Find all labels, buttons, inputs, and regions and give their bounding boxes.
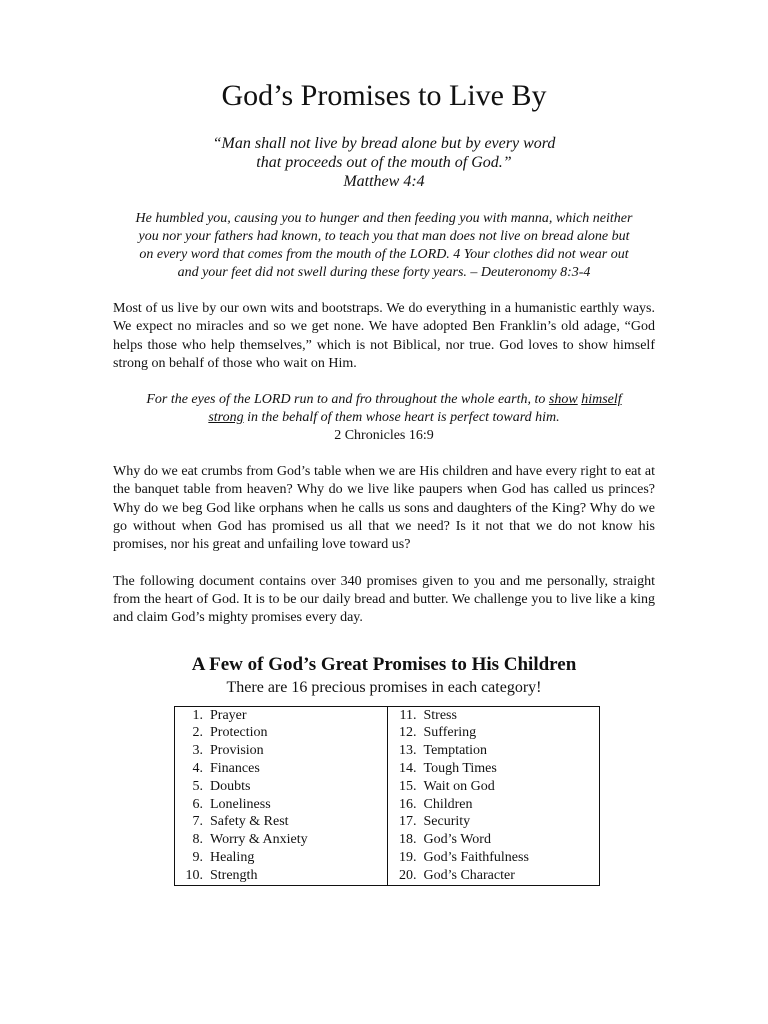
category-item xyxy=(175,867,387,885)
category-number: 4. xyxy=(192,760,203,776)
category-number: 13. xyxy=(399,743,417,759)
chronicles-text xyxy=(113,391,655,427)
category-name: Loneliness xyxy=(210,796,271,812)
category-name: Wait on God xyxy=(423,778,495,794)
category-name: Protection xyxy=(210,725,268,741)
page-title: God’s Promises to Live By xyxy=(221,79,547,112)
category-name: Doubts xyxy=(210,778,251,794)
category-item xyxy=(388,724,600,742)
category-name: God’s Character xyxy=(423,867,515,883)
category-item xyxy=(388,742,600,760)
chronicles-part-2: in the behalf of them whose heart is perfect toward him. xyxy=(243,410,560,426)
category-item xyxy=(388,831,600,849)
category-item xyxy=(388,867,600,885)
chronicles-part-1: For the eyes of the LORD run to and fro throughout the whole earth, to xyxy=(146,392,549,408)
category-name: Suffering xyxy=(423,725,477,741)
category-number: 19. xyxy=(399,849,417,865)
category-name: Safety & Rest xyxy=(210,814,289,830)
categories-table xyxy=(174,706,600,886)
category-name: Strength xyxy=(210,867,258,883)
category-number: 8. xyxy=(192,832,203,848)
category-number: 2. xyxy=(192,725,203,741)
category-item xyxy=(388,707,600,725)
category-name: Stress xyxy=(423,707,457,723)
category-number: 18. xyxy=(399,832,417,848)
category-item xyxy=(175,796,387,814)
epigraph-line-1: “Man shall not live by bread alone but by every word xyxy=(212,135,556,152)
category-number: 12. xyxy=(399,725,417,741)
category-item xyxy=(175,724,387,742)
category-item xyxy=(388,760,600,778)
category-number: 7. xyxy=(192,814,203,830)
epigraph xyxy=(113,134,655,191)
category-number: 9. xyxy=(192,849,203,865)
deuteronomy-line-1: He humbled you, causing you to hunger and then feeding you with manna, which neither xyxy=(135,211,633,226)
category-name: Prayer xyxy=(210,707,247,723)
category-number: 11. xyxy=(399,707,417,723)
category-number: 17. xyxy=(399,814,417,830)
category-name: God’s Faithfulness xyxy=(423,849,529,865)
categories-list-left xyxy=(175,707,387,885)
chronicles-quote xyxy=(113,391,655,445)
category-name: Temptation xyxy=(423,743,488,759)
category-number: 1. xyxy=(192,707,203,723)
category-item xyxy=(175,760,387,778)
category-name: Children xyxy=(423,796,473,812)
category-item xyxy=(175,707,387,725)
category-item xyxy=(388,813,600,831)
category-name: God’s Word xyxy=(423,832,491,848)
category-item xyxy=(388,778,600,796)
category-item xyxy=(175,742,387,760)
category-item xyxy=(175,831,387,849)
categories-column-left xyxy=(175,706,388,885)
category-name: Security xyxy=(423,814,471,830)
section-subtitle: There are 16 precious promises in each category! xyxy=(226,678,542,696)
deuteronomy-quote xyxy=(113,210,655,282)
paragraph-humanistic: Most of us live by our own wits and bootstraps. We do everything in a humanistic earthly ways. We expect no miracles and so we get none. We have adopted Ben Franklin’s old adage, “God helps those who help themselves,” which is not Biblical, nor true. God loves to show himself strong on behalf of those who wait on Him. xyxy=(113,301,655,371)
section-heading: A Few of God’s Great Promises to His Children xyxy=(191,653,577,675)
category-number: 5. xyxy=(192,778,203,794)
deuteronomy-line-3: on every word that comes from the mouth of the LORD. 4 Your clothes did not wear out xyxy=(139,247,629,262)
category-number: 14. xyxy=(399,760,417,776)
category-number: 15. xyxy=(399,778,417,794)
categories-column-right xyxy=(387,706,600,885)
epigraph-line-2: that proceeds out of the mouth of God.” xyxy=(256,154,512,171)
category-number: 16. xyxy=(399,796,417,812)
category-number: 20. xyxy=(399,867,417,883)
chronicles-show: show xyxy=(548,392,578,408)
category-number: 3. xyxy=(192,743,203,759)
category-item xyxy=(175,849,387,867)
category-item xyxy=(175,813,387,831)
chronicles-himself: himself xyxy=(581,392,622,408)
category-number: 10. xyxy=(185,867,203,883)
epigraph-reference: Matthew 4:4 xyxy=(343,173,425,190)
category-number: 6. xyxy=(192,796,203,812)
deuteronomy-line-2: you nor your fathers had known, to teach you that man does not live on bread alone but xyxy=(138,229,630,244)
category-name: Healing xyxy=(210,849,255,865)
deuteronomy-line-4: and your feet did not swell during these forty years. – Deuteronomy 8:3-4 xyxy=(177,265,591,280)
category-name: Provision xyxy=(210,743,264,759)
category-name: Finances xyxy=(210,760,260,776)
category-name: Tough Times xyxy=(423,760,497,776)
categories-list-right xyxy=(388,707,600,885)
paragraph-document-intro: The following document contains over 340 promises given to you and me personally, straight from the heart of God. It is to be our daily bread and butter. We challenge you to live like a king and claim God’s mighty promises every day. xyxy=(113,573,655,626)
category-item xyxy=(175,778,387,796)
category-item xyxy=(388,849,600,867)
chronicles-strong: strong xyxy=(208,410,244,426)
paragraph-crumbs: Why do we eat crumbs from God’s table when we are His children and have every right to eat at the banquet table from heaven? Why do we live like paupers when God has called us princes? Why do we beg God like orphans when he calls us sons and daughters of the King? Why do we go without when God has promised us all that we need? Is it not that we do not know his promises, nor his great and unfailing love toward us? xyxy=(113,464,655,553)
category-item xyxy=(388,796,600,814)
chronicles-reference: 2 Chronicles 16:9 xyxy=(334,428,434,444)
category-name: Worry & Anxiety xyxy=(210,832,308,848)
